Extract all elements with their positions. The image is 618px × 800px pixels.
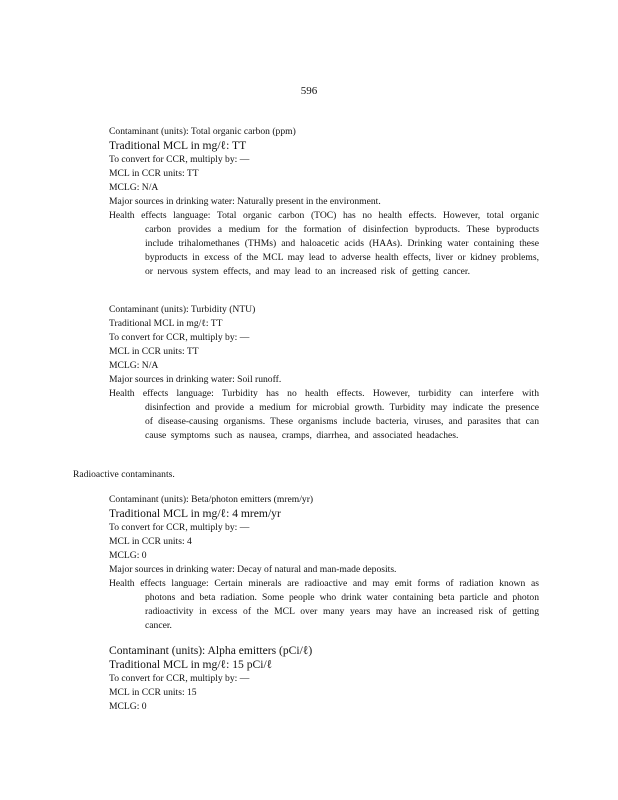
convert-line: To convert for CCR, multiply by: — (109, 154, 250, 165)
contaminant-entry-alpha (109, 644, 539, 714)
health-effects-paragraph: Health effects language: Turbidity has no health effects. However, turbidity can interfere with disinfection and provide a medium for microbial growth. Turbidity may indicate the presence of disease-causing organisms. These organisms include bacteria, viruses, and parasites that can cause symptoms such as nausea, cramps, diarrhea, and associated headaches. (109, 388, 539, 441)
mclg-line: MCLG: N/A (109, 182, 159, 193)
traditional-mcl-line: Traditional MCL in mg/ℓ: TT (109, 318, 223, 329)
sources-line: Major sources in drinking water: Soil runoff. (109, 374, 282, 385)
mcl-ccr-line: MCL in CCR units: 15 (109, 687, 197, 698)
contaminant-line: Contaminant (units): Turbidity (NTU) (109, 304, 256, 315)
traditional-mcl-line: Traditional MCL in mg/ℓ: 15 pCi/ℓ (109, 658, 273, 671)
contaminant-entry-beta-photon (109, 493, 539, 633)
convert-line: To convert for CCR, multiply by: — (109, 332, 250, 343)
mclg-line: MCLG: N/A (109, 360, 159, 371)
traditional-mcl-line: Traditional MCL in mg/ℓ: TT (109, 139, 247, 152)
mclg-line: MCLG: 0 (109, 550, 147, 561)
mcl-ccr-line: MCL in CCR units: TT (109, 168, 199, 179)
health-effects-paragraph: Health effects language: Certain minerals are radioactive and may emit forms of radiation known as photons and beta radiation. Some people who drink water containing beta particle and photon radioactivity in excess of the MCL over many years may have an increased risk of getting cancer. (109, 578, 539, 631)
section-heading-radioactive: Radioactive contaminants. (73, 469, 175, 480)
contaminant-entry-turbidity (109, 303, 539, 443)
mcl-ccr-line: MCL in CCR units: 4 (109, 536, 192, 547)
mclg-line: MCLG: 0 (109, 701, 147, 712)
sources-line: Major sources in drinking water: Naturally present in the environment. (109, 196, 381, 207)
sources-line: Major sources in drinking water: Decay of natural and man-made deposits. (109, 564, 397, 575)
convert-line: To convert for CCR, multiply by: — (109, 673, 250, 684)
contaminant-line: Contaminant (units): Beta/photon emitters (mrem/yr) (109, 494, 314, 505)
contaminant-line: Contaminant (units): Total organic carbon (ppm) (109, 126, 296, 137)
contaminant-line: Contaminant (units): Alpha emitters (pCi/ℓ) (109, 644, 313, 657)
mcl-ccr-line: MCL in CCR units: TT (109, 346, 199, 357)
convert-line: To convert for CCR, multiply by: — (109, 522, 250, 533)
page-number: 596 (300, 85, 318, 97)
contaminant-entry-toc (109, 125, 539, 279)
health-effects-paragraph: Health effects language: Total organic carbon (TOC) has no health effects. However, total organic carbon provides a medium for the formation of disinfection byproducts. These byproducts include trihalomethanes (THMs) and haloacetic acids (HAAs). Drinking water containing these byproducts in excess of the MCL may lead to adverse health effects, liver or kidney problems, or nervous system effects, and may lead to an increased risk of getting cancer. (109, 210, 539, 277)
traditional-mcl-line: Traditional MCL in mg/ℓ: 4 mrem/yr (109, 507, 281, 520)
